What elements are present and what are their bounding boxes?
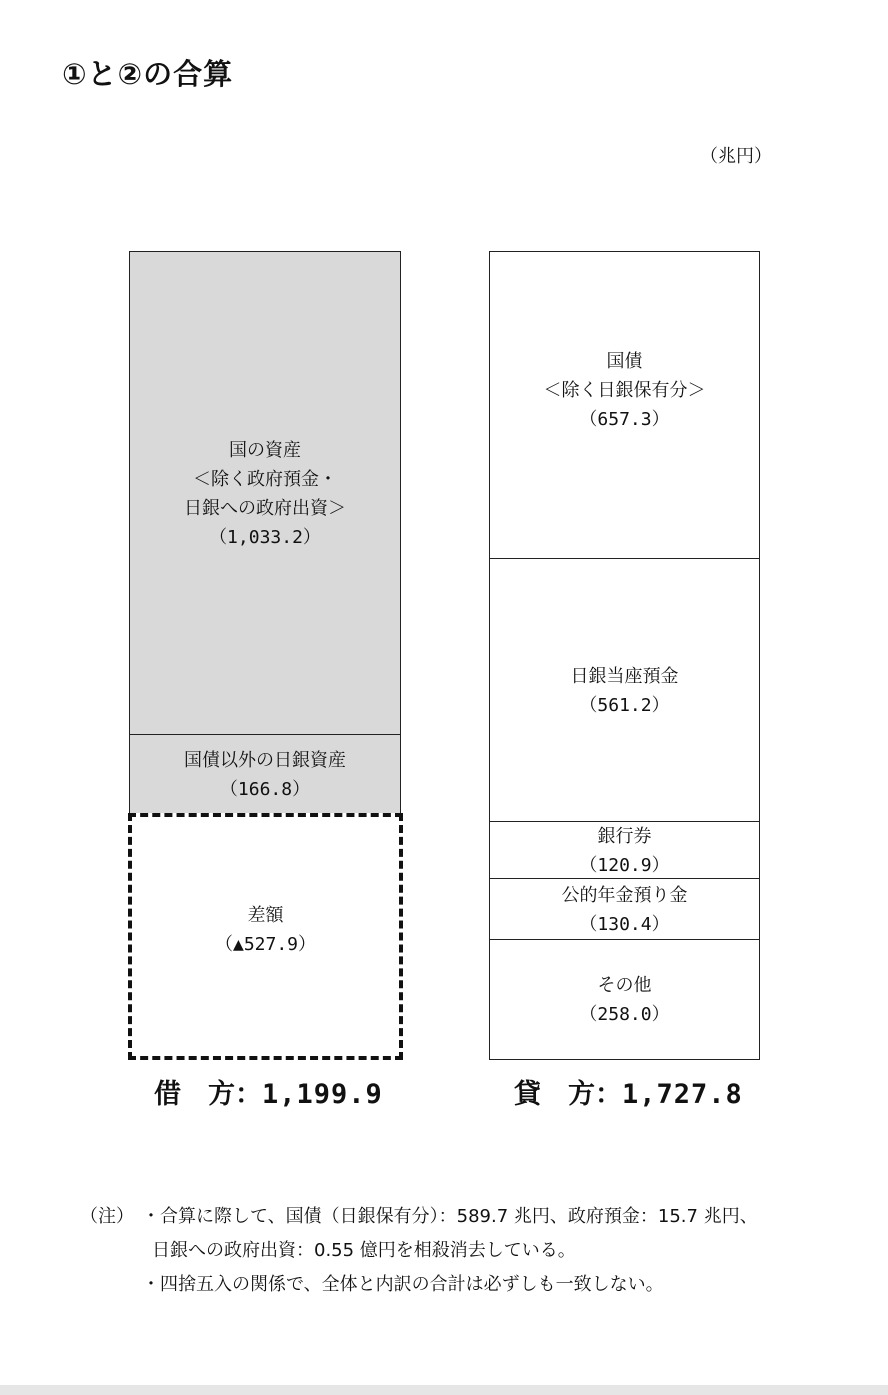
credit-total-value: 1,727.8	[622, 1079, 743, 1110]
note-item-continuation: 日銀への政府出資：0.55 億円を相殺消去している。	[152, 1240, 576, 1261]
credit-block-banknotes	[489, 821, 760, 880]
debit-block-national-assets	[129, 251, 401, 736]
block-label-line: 公的年金預り金	[561, 884, 688, 906]
debit-total-value: 1,199.9	[262, 1079, 383, 1110]
page-title: ①と②の合算	[62, 57, 234, 91]
block-value: （561.2）	[579, 694, 670, 716]
block-label-line: 日銀への政府出資＞	[184, 497, 346, 519]
debit-block-boj-assets	[129, 734, 401, 815]
note-item: ・四捨五入の関係で、全体と内訳の合計は必ずしも一致しない。	[142, 1274, 664, 1295]
block-label-line: 国債	[606, 351, 643, 372]
block-label-line: ＜除く政府預金・	[193, 468, 337, 490]
block-label-line: 差額	[247, 904, 284, 926]
credit-block-other	[489, 939, 760, 1060]
block-value: （657.3）	[579, 409, 670, 430]
block-value: （1,033.2）	[209, 526, 321, 548]
notes-prefix: （注）	[80, 1206, 134, 1227]
block-label-line: その他	[597, 974, 652, 996]
credit-total	[514, 1072, 743, 1111]
block-label-line: ＜除く日銀保有分＞	[543, 380, 706, 401]
block-value: （120.9）	[579, 854, 670, 876]
debit-total-label: 借 方：	[154, 1079, 262, 1110]
block-label-line: 国の資産	[229, 439, 301, 461]
credit-block-boj-current-deposits	[489, 558, 760, 823]
block-value: （258.0）	[579, 1003, 670, 1025]
block-label-line: 日銀当座預金	[570, 665, 679, 687]
note-item: ・合算に際して、国債（日銀保有分）：589.7 兆円、政府預金：15.7 兆円、	[142, 1206, 758, 1227]
block-label-line: 国債以外の日銀資産	[184, 749, 346, 771]
debit-total	[154, 1072, 383, 1111]
credit-block-government-bonds	[489, 251, 760, 560]
debit-block-difference	[128, 813, 403, 1060]
credit-total-label: 貸 方：	[514, 1079, 622, 1110]
block-value: （130.4）	[579, 913, 670, 935]
block-label-line: 銀行券	[597, 825, 652, 847]
block-value: （▲527.9）	[214, 933, 317, 955]
unit-label: （兆円）	[700, 146, 772, 167]
bottom-bar	[0, 1385, 888, 1395]
credit-block-pension-deposits	[489, 878, 760, 941]
block-value: （166.8）	[219, 778, 311, 800]
